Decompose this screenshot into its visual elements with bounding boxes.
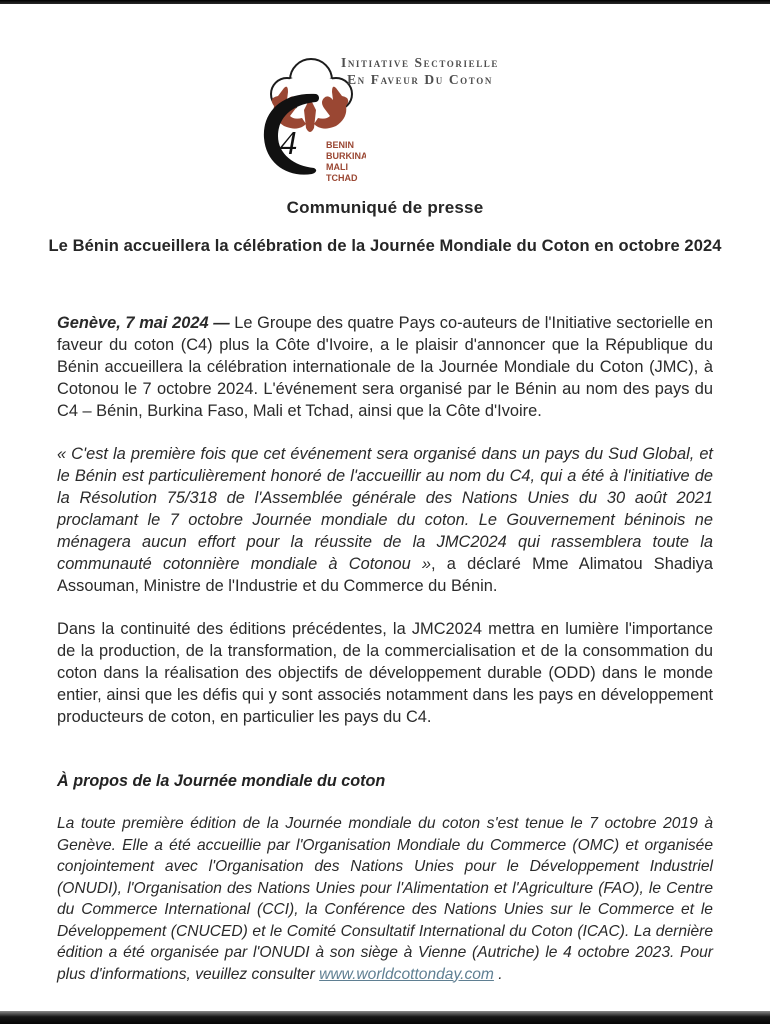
after-link-period: . bbox=[493, 965, 503, 983]
wordmark-line1: Initiative Sectorielle bbox=[340, 55, 500, 70]
headline: Le Bénin accueillera la célébration de la Journée Mondiale du Coton en octobre 2024 bbox=[48, 237, 722, 255]
country-tchad: TCHAD bbox=[326, 173, 358, 182]
country-benin: BENIN bbox=[326, 140, 355, 150]
press-release-title: Communiqué de presse bbox=[286, 198, 484, 217]
announcement-text: Le Groupe des quatre Pays co-auteurs de l'Initiative sectorielle en faveur du coton (C4) plus la Côte d'Ivoire, a le plaisir d'annoncer que la République du Bénin accueillera la célébration internationale de la Journée Mondiale du Coton (JMC), à Cotonou le 7 octobre 2024. L'événement sera organisé par le Bénin au nom des pays du C4 – Bénin, Burkina Faso, Mali et Tchad, ainsi que la Côte d'Ivoire. bbox=[57, 314, 713, 420]
about-heading: À propos de la Journée mondiale du coton bbox=[57, 772, 386, 790]
paragraph-quote bbox=[57, 443, 713, 597]
about-text bbox=[57, 813, 713, 985]
c4-digit: 4 bbox=[280, 125, 297, 162]
country-burkina: BURKINA bbox=[326, 151, 366, 161]
quote-attribution: , a déclaré Mme Alimatou Shadiya Assouman, Ministre de l'Industrie et du Commerce du Bénin. bbox=[57, 555, 713, 595]
top-letterbox-bar bbox=[0, 0, 770, 4]
worldcottonday-link[interactable]: www.worldcottonday.com bbox=[319, 965, 494, 983]
bottom-letterbox-bar bbox=[0, 1011, 770, 1024]
dateline: Genève, 7 mai 2024 — bbox=[57, 314, 230, 332]
document-body bbox=[57, 312, 713, 1006]
country-mali: MALI bbox=[326, 162, 348, 172]
paragraph-continuity: Dans la continuité des éditions précédentes, la JMC2024 mettra en lumière l'importance de la production, de la transformation, de la commercialisation et de la consommation du coton dans la réalisation des objectifs de développement durable (ODD) dans le monde entier, ainsi que les défis qui y sont associés notamment dans les pays en développement producteurs de coton, en particulier les pays du C4. bbox=[57, 620, 713, 726]
minister-quote: « C'est la première fois que cet événement sera organisé dans un pays du Sud Global, et le Bénin est particulièrement honoré de l'accueillir au nom du C4, qui a été à l'initiative de la Résolution 75/318 de l'Assemblée générale des Nations Unies du 30 août 2021 proclamant le 7 octobre Journée mondiale du coton. Le Gouvernement béninois ne ménagera aucun effort pour la réussite de la JMC2024 qui rassemblera toute la communauté cotonnière mondiale à Cotonou » bbox=[57, 445, 713, 573]
wordmark-line2: En Faveur Du Coton bbox=[347, 72, 493, 87]
initiative-wordmark bbox=[340, 54, 500, 88]
about-section bbox=[57, 770, 713, 985]
about-body: La toute première édition de la Journée mondiale du coton s'est tenue le 7 octobre 2019 à Genève. Elle a été accueillie par l'Organisation Mondiale du Commerce (OMC) et organisée conjointement avec l'Organisation des Nations Unies pour le Développement Industriel (ONUDI), l'Organisation des Nations Unies pour l'Alimentation et l'Agriculture (FAO), le Centre du Commerce International (CCI), la Conférence des Nations Unies sur le Commerce et le Développement (CNUCED) et le Comité Consultatif International du Coton (ICAC). La dernière édition a été organisée par l'ONUDI à son siège à Vienne (Autriche) le 4 octobre 2023. Pour plus d'informations, veuillez consulter bbox=[57, 815, 713, 983]
paragraph-announcement bbox=[57, 312, 713, 422]
